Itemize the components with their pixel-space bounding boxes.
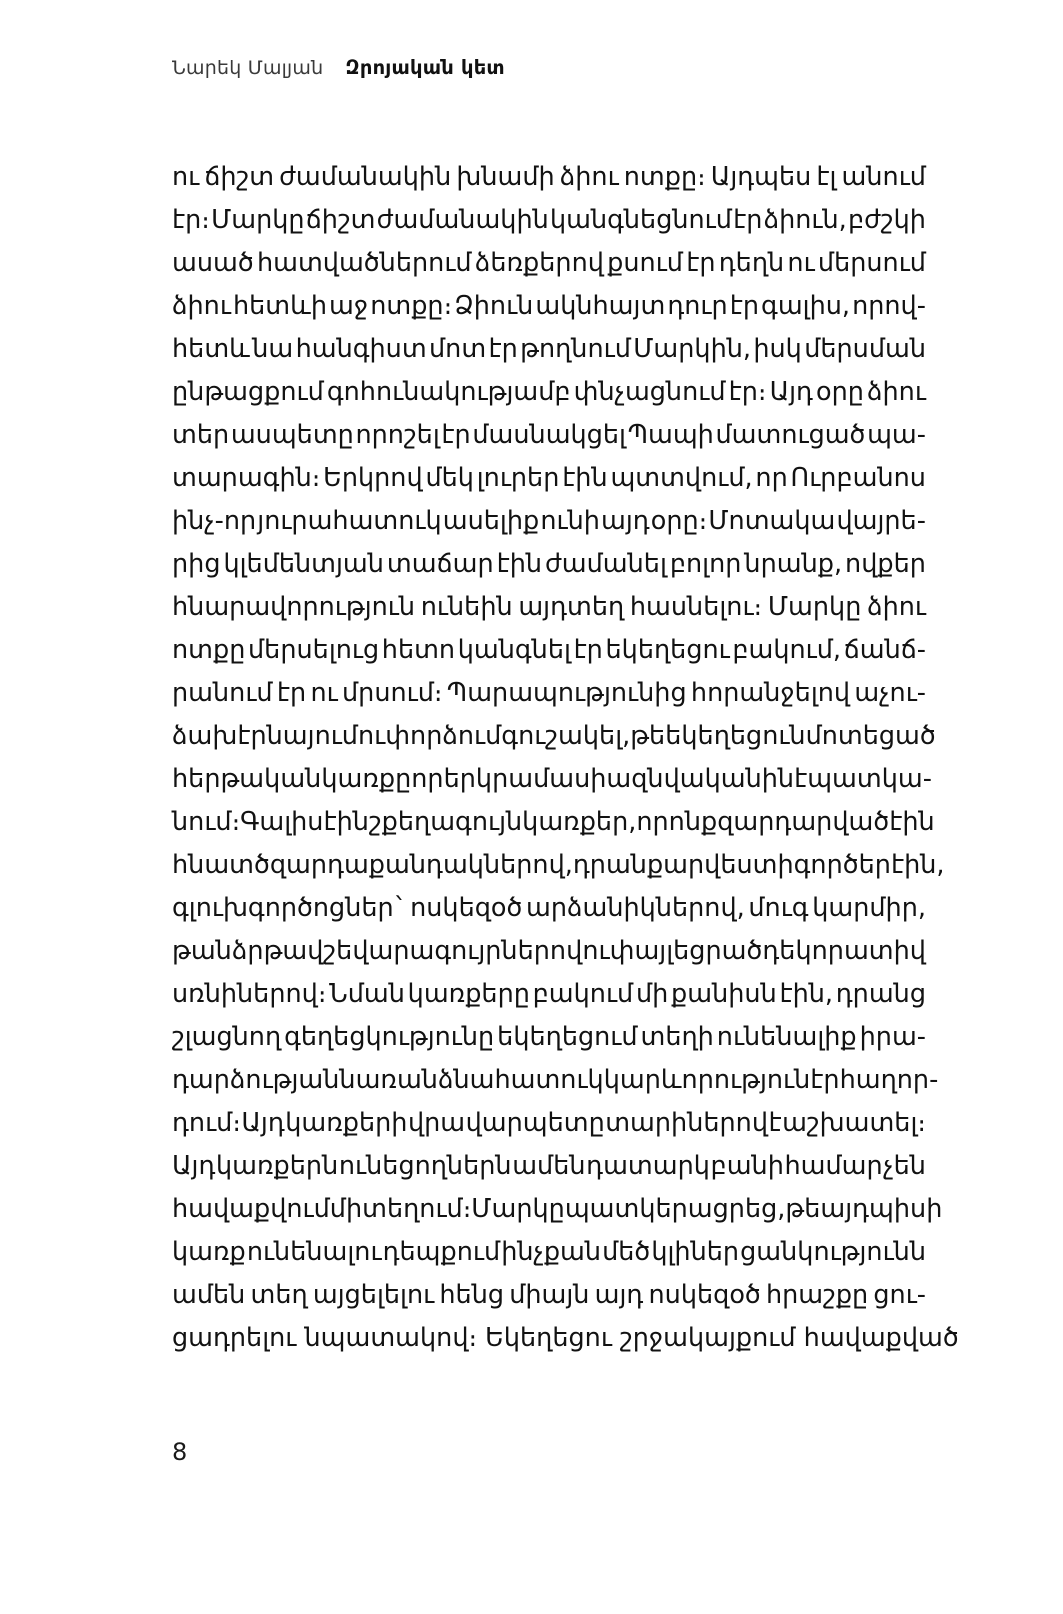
- body-line: թանձր թավշե վարագույրներով ու փայլեցրած դեկորատիվ: [172, 936, 926, 966]
- body-line: ոտքը մերսելուց հետո կանգնել էր եկեղեցու բակում, ճանճ-: [172, 635, 926, 665]
- body-line: ձախ էր նայում ու փորձում գուշակել, թե եկեղեցուն մոտեցած: [172, 721, 936, 751]
- body-line: ցադրելու նպատակով։ Եկեղեցու շրջակայքում հավաքված: [172, 1323, 959, 1353]
- body-line: կառք ունենալու դեպքում ինչքան մեծ կլիներ ցանկությունն: [172, 1237, 926, 1267]
- body-line: դում։ Այդ կառքերի վրա վարպետը տարիներով է աշխատել։: [172, 1108, 926, 1138]
- body-line: հավաքվում մի տեղում։ Մարկը պատկերացրեց, թե այդպիսի: [172, 1194, 943, 1224]
- body-line: հնատծ զարդաքանդակներով, դրանք արվեստի գործեր էին,: [172, 850, 945, 880]
- body-line: հնարավորություն ունեին այդտեղ հասնելու։ Մարկը ձիու: [172, 592, 926, 622]
- body-line: ինչ-որ յուրահատուկ ասելիք ունի այդ օրը։ Մոտակա վայրե-: [172, 506, 926, 536]
- body-line: րից կլեմենտյան տաճար էին ժամանել բոլոր նրանք, ովքեր: [172, 549, 926, 579]
- body-line: ասած հատվածներում ձեռքերով քսում էր դեղն ու մերսում: [172, 248, 926, 278]
- body-line: գլուխգործոցներ` ոսկեզօծ արձանիկներով, մուգ կարմիր,: [172, 893, 926, 923]
- body-line: ամեն տեղ այցելելու հենց միայն այդ ոսկեզօծ հրաշքը ցու-: [172, 1280, 926, 1310]
- body-line: դարձությանն առանձնահատուկ կարևորություն էր հաղոր-: [172, 1065, 939, 1095]
- body-line: էր։ Մարկը ճիշտ ժամանակին կանգնեցնում էր ձիուն, բժշկի: [172, 205, 926, 235]
- body-line: սռնիներով։ Նման կառքերը բակում մի քանիսն էին, դրանց: [172, 979, 926, 1009]
- running-header: [172, 56, 505, 79]
- body-line: Այդ կառքերն ունեցողներն ամեն դատարկ բանի համար չեն: [172, 1151, 926, 1181]
- body-line: ու ճիշտ ժամանակին խնամի ձիու ոտքը։ Այդպես էլ անում: [172, 162, 926, 192]
- header-author-name: Նարեկ Մալյան: [172, 57, 324, 79]
- body-line: նում։ Գալիս էին շքեղագույն կառքեր, որոնք զարդարված էին: [172, 807, 935, 837]
- body-text-block: [172, 156, 959, 1360]
- body-line: շլացնող գեղեցկությունը եկեղեցում տեղի ունենալիք իրա-: [172, 1022, 926, 1052]
- body-line: հետև նա հանգիստ մոտ էր թողնում Մարկին, իսկ մերսման: [172, 334, 926, 364]
- body-line: ձիու հետևի աջ ոտքը։ Ձիուն ակնհայտ դուր էր գալիս, որով-: [172, 291, 926, 321]
- body-line: տեր ասպետը որոշել էր մասնակցել Պապի մատուցած պա-: [172, 420, 926, 450]
- body-line: րանում էր ու մրսում։ Պարապությունից հորանջելով աչու-: [172, 678, 926, 708]
- page-number: 8: [172, 1438, 188, 1466]
- header-book-title: Զրոյական կետ: [345, 56, 505, 79]
- body-line: հերթական կառքը որ երկրամասի ազնվականին է պատկա-: [172, 764, 932, 794]
- body-line: ընթացքում գոհունակությամբ փնչացնում էր։ Այդ օրը ձիու: [172, 377, 926, 407]
- body-line: տարագին։ Երկրով մեկ լուրեր էին պտտվում, որ Ուրբանոս: [172, 463, 926, 493]
